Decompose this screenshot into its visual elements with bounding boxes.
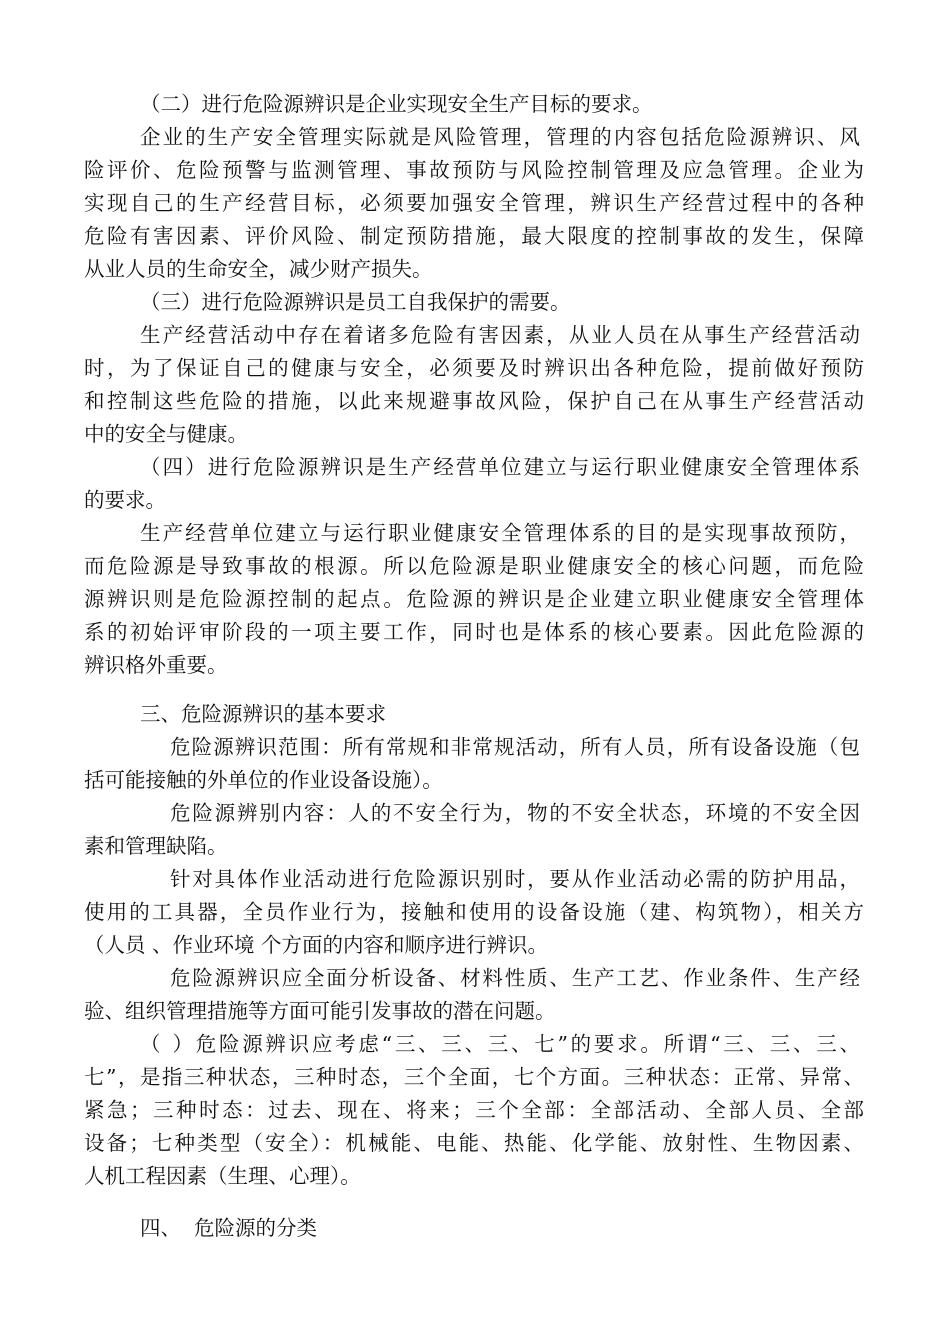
paragraph-line: 生产经营活动中存在着诸多危险有害因素，从业人员在从事生产经营活动 <box>140 323 860 347</box>
paragraph-line: 中的安全与健康。 <box>84 422 248 446</box>
paragraph-line: 危险源辨别内容：人的不安全行为，物的不安全状态，环境的不安全因 <box>170 801 860 825</box>
paragraph-line: 生产经营单位建立与运行职业健康安全管理体系的目的是实现事故预防， <box>140 521 860 545</box>
paragraph-heading-3: （三）进行危险源辨识是员工自我保护的需要。 <box>140 290 571 314</box>
paragraph-line: （ ）危险源辨识应考虑“三、三、三、七”的要求。所谓“三、三、三、 <box>140 1032 860 1056</box>
paragraph-line: （人员 、作业环境 个方面的内容和顺序进行辨识。 <box>84 933 549 957</box>
paragraph-line: 危险有害因素、评价风险、制定预防措施，最大限度的控制事故的发生，保障 <box>84 224 864 248</box>
section-heading-4: 四、 危险源的分类 <box>140 1216 318 1240</box>
paragraph-line: 和控制这些危险的措施，以此来规避事故风险，保护自己在从事生产经营活动 <box>84 389 864 413</box>
paragraph-line: 辨识格外重要。 <box>84 653 228 677</box>
paragraph-heading-4: （四）进行危险源辨识是生产经营单位建立与运行职业健康安全管理体系 <box>140 455 860 479</box>
paragraph-line: 企业的生产安全管理实际就是风险管理，管理的内容包括危险源辨识、风 <box>140 125 860 149</box>
paragraph-line: 危险源辨识应全面分析设备、材料性质、生产工艺、作业条件、生产经 <box>170 966 860 990</box>
paragraph-line: 括可能接触的外单位的作业设备设施）。 <box>84 768 443 792</box>
paragraph-line: 时，为了保证自己的健康与安全，必须要及时辨识出各种危险，提前做好预防 <box>84 356 864 380</box>
paragraph-line: 实现自己的生产经营目标，必须要加强安全管理，辨识生产经营过程中的各种 <box>84 191 864 215</box>
paragraph-line: 危险源辨识范围：所有常规和非常规活动，所有人员，所有设备设施（包 <box>170 735 860 759</box>
paragraph-line: 从业人员的生命安全，减少财产损失。 <box>84 257 433 281</box>
paragraph-heading-2: （二）进行危险源辨识是企业实现安全生产目标的要求。 <box>140 92 653 116</box>
section-heading-3: 三、危险源辨识的基本要求 <box>140 702 386 726</box>
paragraph-line: 紧急；三种时态：过去、现在、将来；三个全部：全部活动、全部人员、全部 <box>84 1098 864 1122</box>
paragraph-line: 险评价、危险预警与监测管理、事故预防与风险控制管理及应急管理。企业为 <box>84 158 864 182</box>
paragraph-line: 的要求。 <box>84 488 166 512</box>
paragraph-line: 而危险源是导致事故的根源。所以危险源是职业健康安全的核心问题，而危险 <box>84 554 864 578</box>
paragraph-line: 设备；七种类型（安全）：机械能、电能、热能、化学能、放射性、生物因素、 <box>84 1131 864 1155</box>
paragraph-line: 系的初始评审阶段的一项主要工作，同时也是体系的核心要素。因此危险源的 <box>84 620 864 644</box>
paragraph-line: 人机工程因素（生理、心理）。 <box>84 1164 361 1188</box>
paragraph-line: 源辨识则是危险源控制的起点。危险源的辨识是企业建立职业健康安全管理体 <box>84 587 864 611</box>
paragraph-line: 针对具体作业活动进行危险源识别时，要从作业活动必需的防护用品， <box>170 867 860 891</box>
paragraph-line: 七”，是指三种状态，三种时态，三个全面，七个方面。三种状态：正常、异常、 <box>84 1065 864 1089</box>
paragraph-line: 使用的工具器，全员作业行为，接触和使用的设备设施（建、构筑物），相关方 <box>84 900 864 924</box>
paragraph-line: 验、组织管理措施等方面可能引发事故的潜在问题。 <box>84 999 556 1023</box>
paragraph-line: 素和管理缺陷。 <box>84 834 228 858</box>
